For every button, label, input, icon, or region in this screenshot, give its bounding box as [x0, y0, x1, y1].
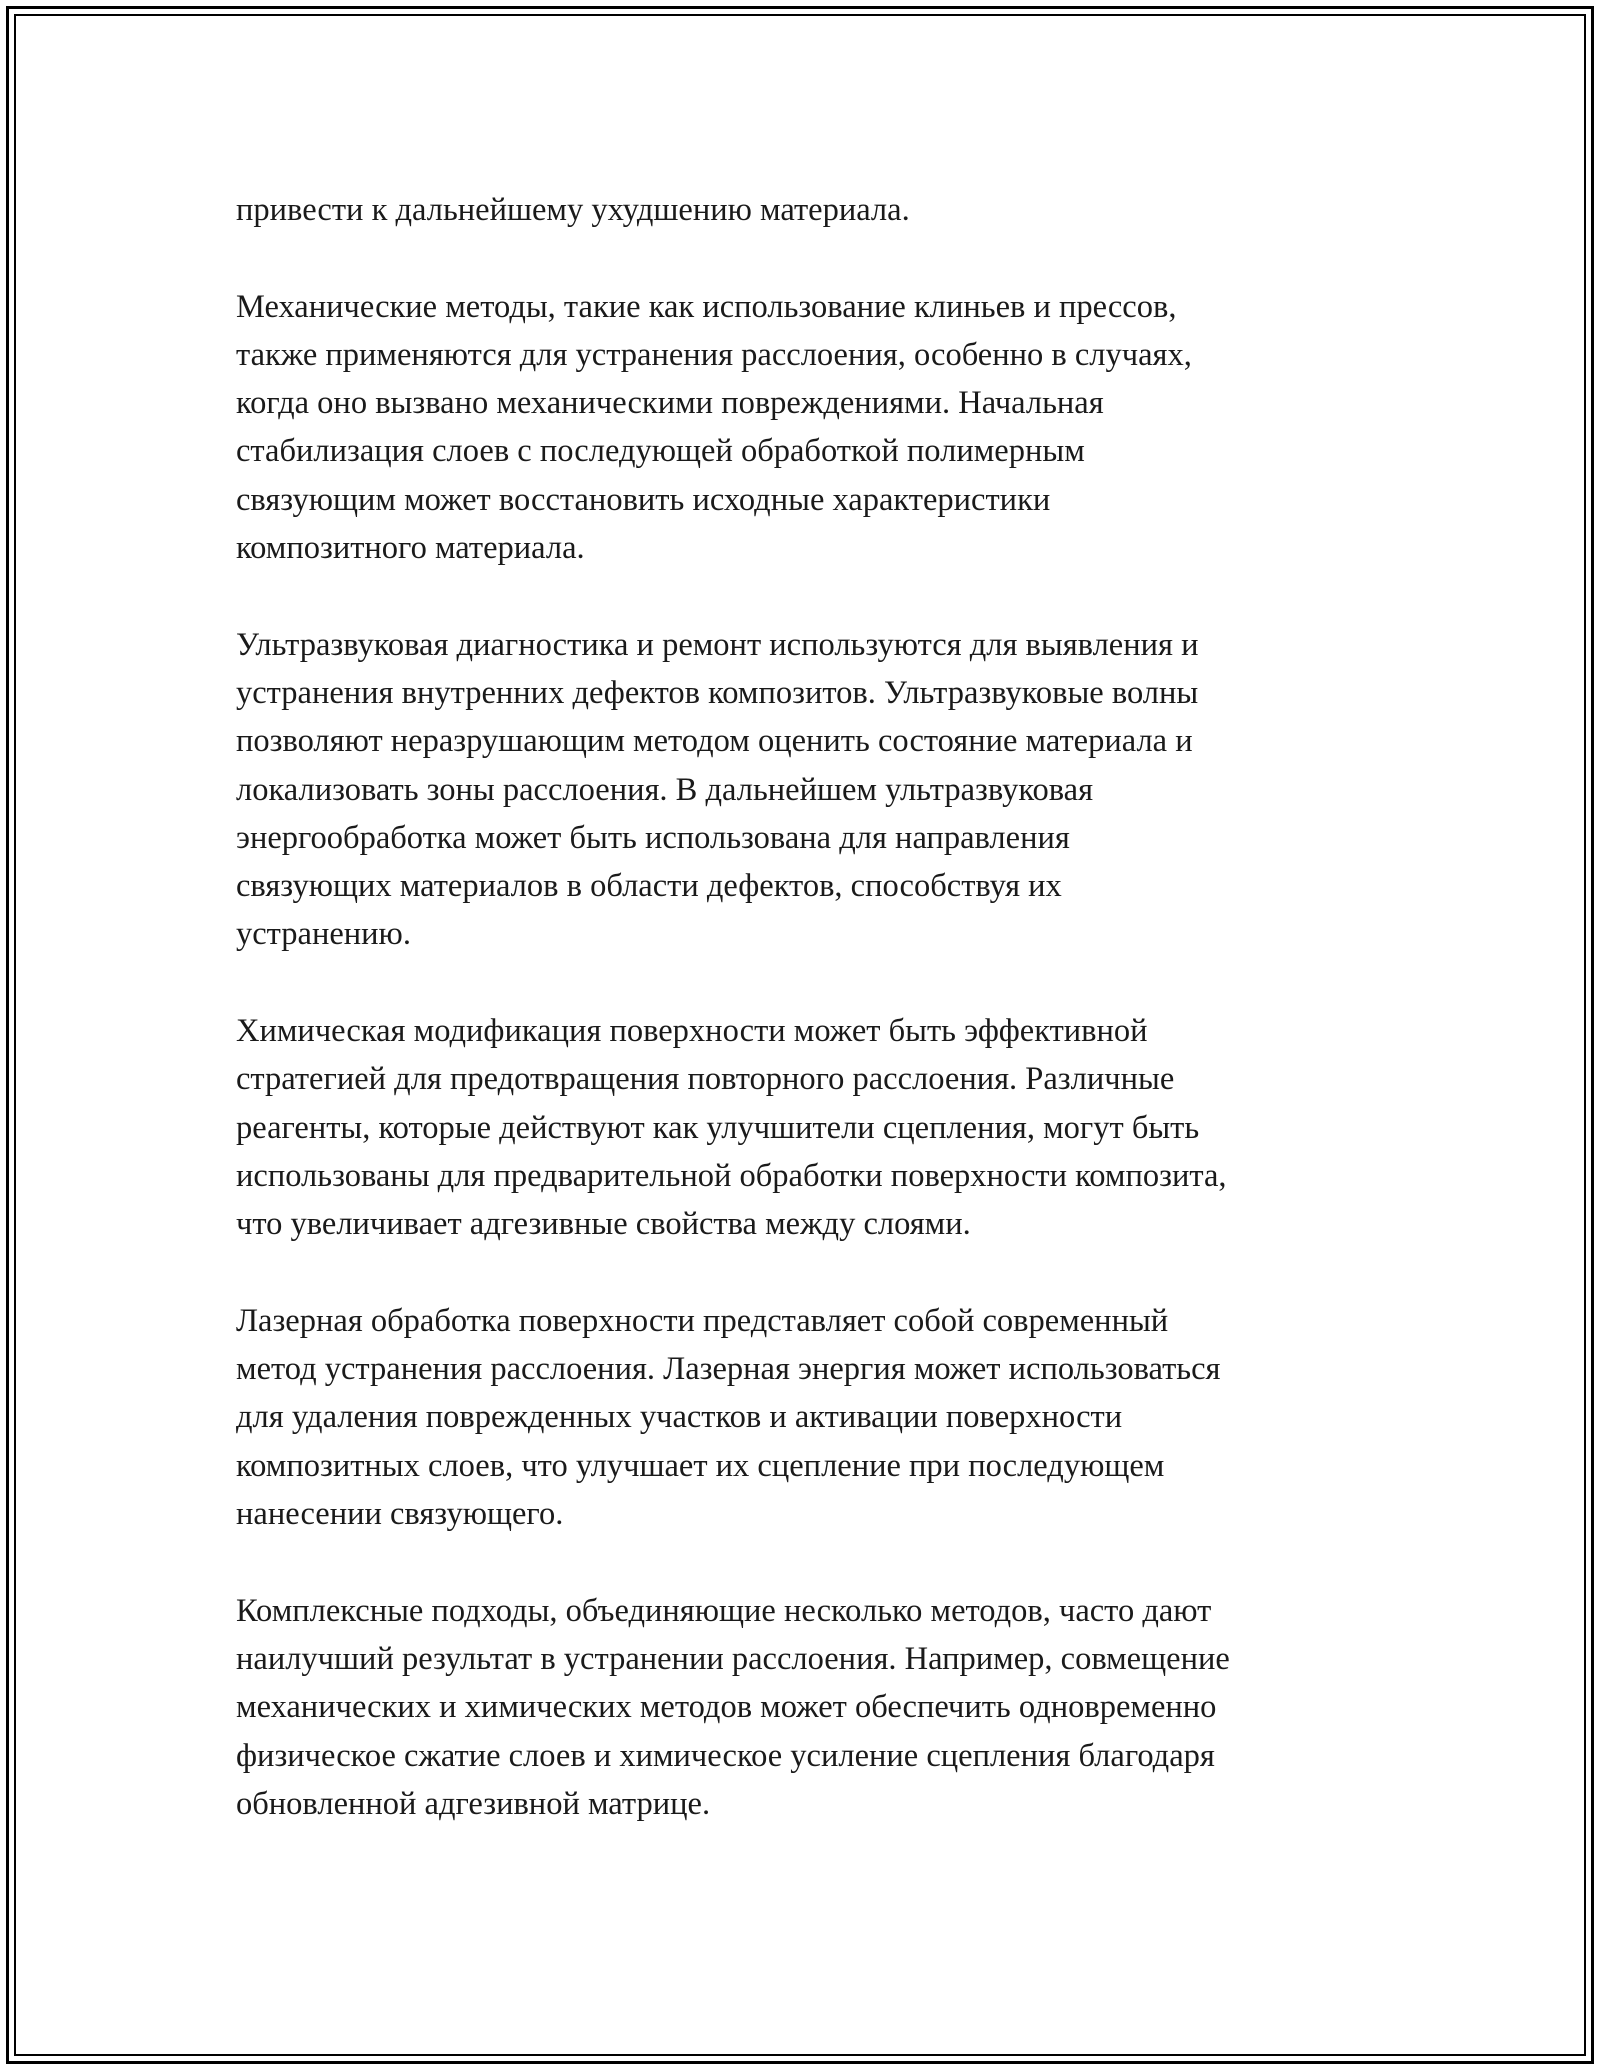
document-body — [236, 186, 1416, 1876]
text-line: энергообработка может быть использована для направления — [236, 819, 1070, 856]
text-line: Механические методы, такие как использование клиньев и прессов, — [236, 288, 1177, 325]
paragraph-ultrasonic-diagnostics — [236, 621, 1416, 959]
text-line: локализовать зоны расслоения. В дальнейшем ультразвуковая — [236, 771, 1094, 808]
paragraph-material-degradation — [236, 186, 1416, 234]
text-line: связующих материалов в области дефектов, способствуя их — [236, 868, 1062, 905]
text-line: устранению. — [236, 916, 411, 953]
paragraph-chemical-modification — [236, 1007, 1416, 1248]
text-line: также применяются для устранения расслоения, особенно в случаях, — [236, 336, 1192, 373]
text-line: стабилизация слоев с последующей обработкой полимерным — [236, 433, 1085, 470]
text-line: Лазерная обработка поверхности представляет собой современный — [236, 1302, 1169, 1339]
text-line: Химическая модификация поверхности может быть эффективной — [236, 1013, 1148, 1050]
text-line: физическое сжатие слоев и химическое усиление сцепления благодаря — [236, 1737, 1215, 1774]
text-line: привести к дальнейшему ухудшению материала. — [236, 192, 910, 228]
text-line: устранения внутренних дефектов композитов. Ультразвуковые волны — [236, 674, 1199, 711]
text-line: механических и химических методов может обеспечить одновременно — [236, 1689, 1217, 1726]
text-line: использованы для предварительной обработки поверхности композита, — [236, 1157, 1227, 1194]
text-line: для удаления поврежденных участков и активации поверхности — [236, 1399, 1123, 1436]
paragraph-combined-approaches — [236, 1587, 1416, 1828]
text-line: Ультразвуковая диагностика и ремонт используются для выявления и — [236, 626, 1199, 663]
text-line: реагенты, которые действуют как улучшители сцепления, могут быть — [236, 1109, 1200, 1146]
text-line: наилучший результат в устранении расслоения. Например, совмещение — [236, 1640, 1230, 1677]
text-line: композитного материала. — [236, 530, 585, 567]
text-line: нанесении связующего. — [236, 1496, 564, 1533]
text-line: что увеличивает адгезивные свойства между слоями. — [236, 1206, 971, 1243]
paragraph-mechanical-methods — [236, 283, 1416, 573]
text-line: позволяют неразрушающим методом оценить состояние материала и — [236, 723, 1193, 760]
text-line: композитных слоев, что улучшает их сцепление при последующем — [236, 1447, 1165, 1484]
text-line: Комплексные подходы, объединяющие несколько методов, часто дают — [236, 1592, 1212, 1629]
text-line: стратегией для предотвращения повторного расслоения. Различные — [236, 1061, 1175, 1098]
text-line: метод устранения расслоения. Лазерная энергия может использоваться — [236, 1351, 1221, 1388]
paragraph-laser-treatment — [236, 1297, 1416, 1538]
text-line: связующим может восстановить исходные характеристики — [236, 481, 1051, 518]
text-line: обновленной адгезивной матрице. — [236, 1785, 711, 1822]
text-line: когда оно вызвано механическими повреждениями. Начальная — [236, 385, 1104, 422]
